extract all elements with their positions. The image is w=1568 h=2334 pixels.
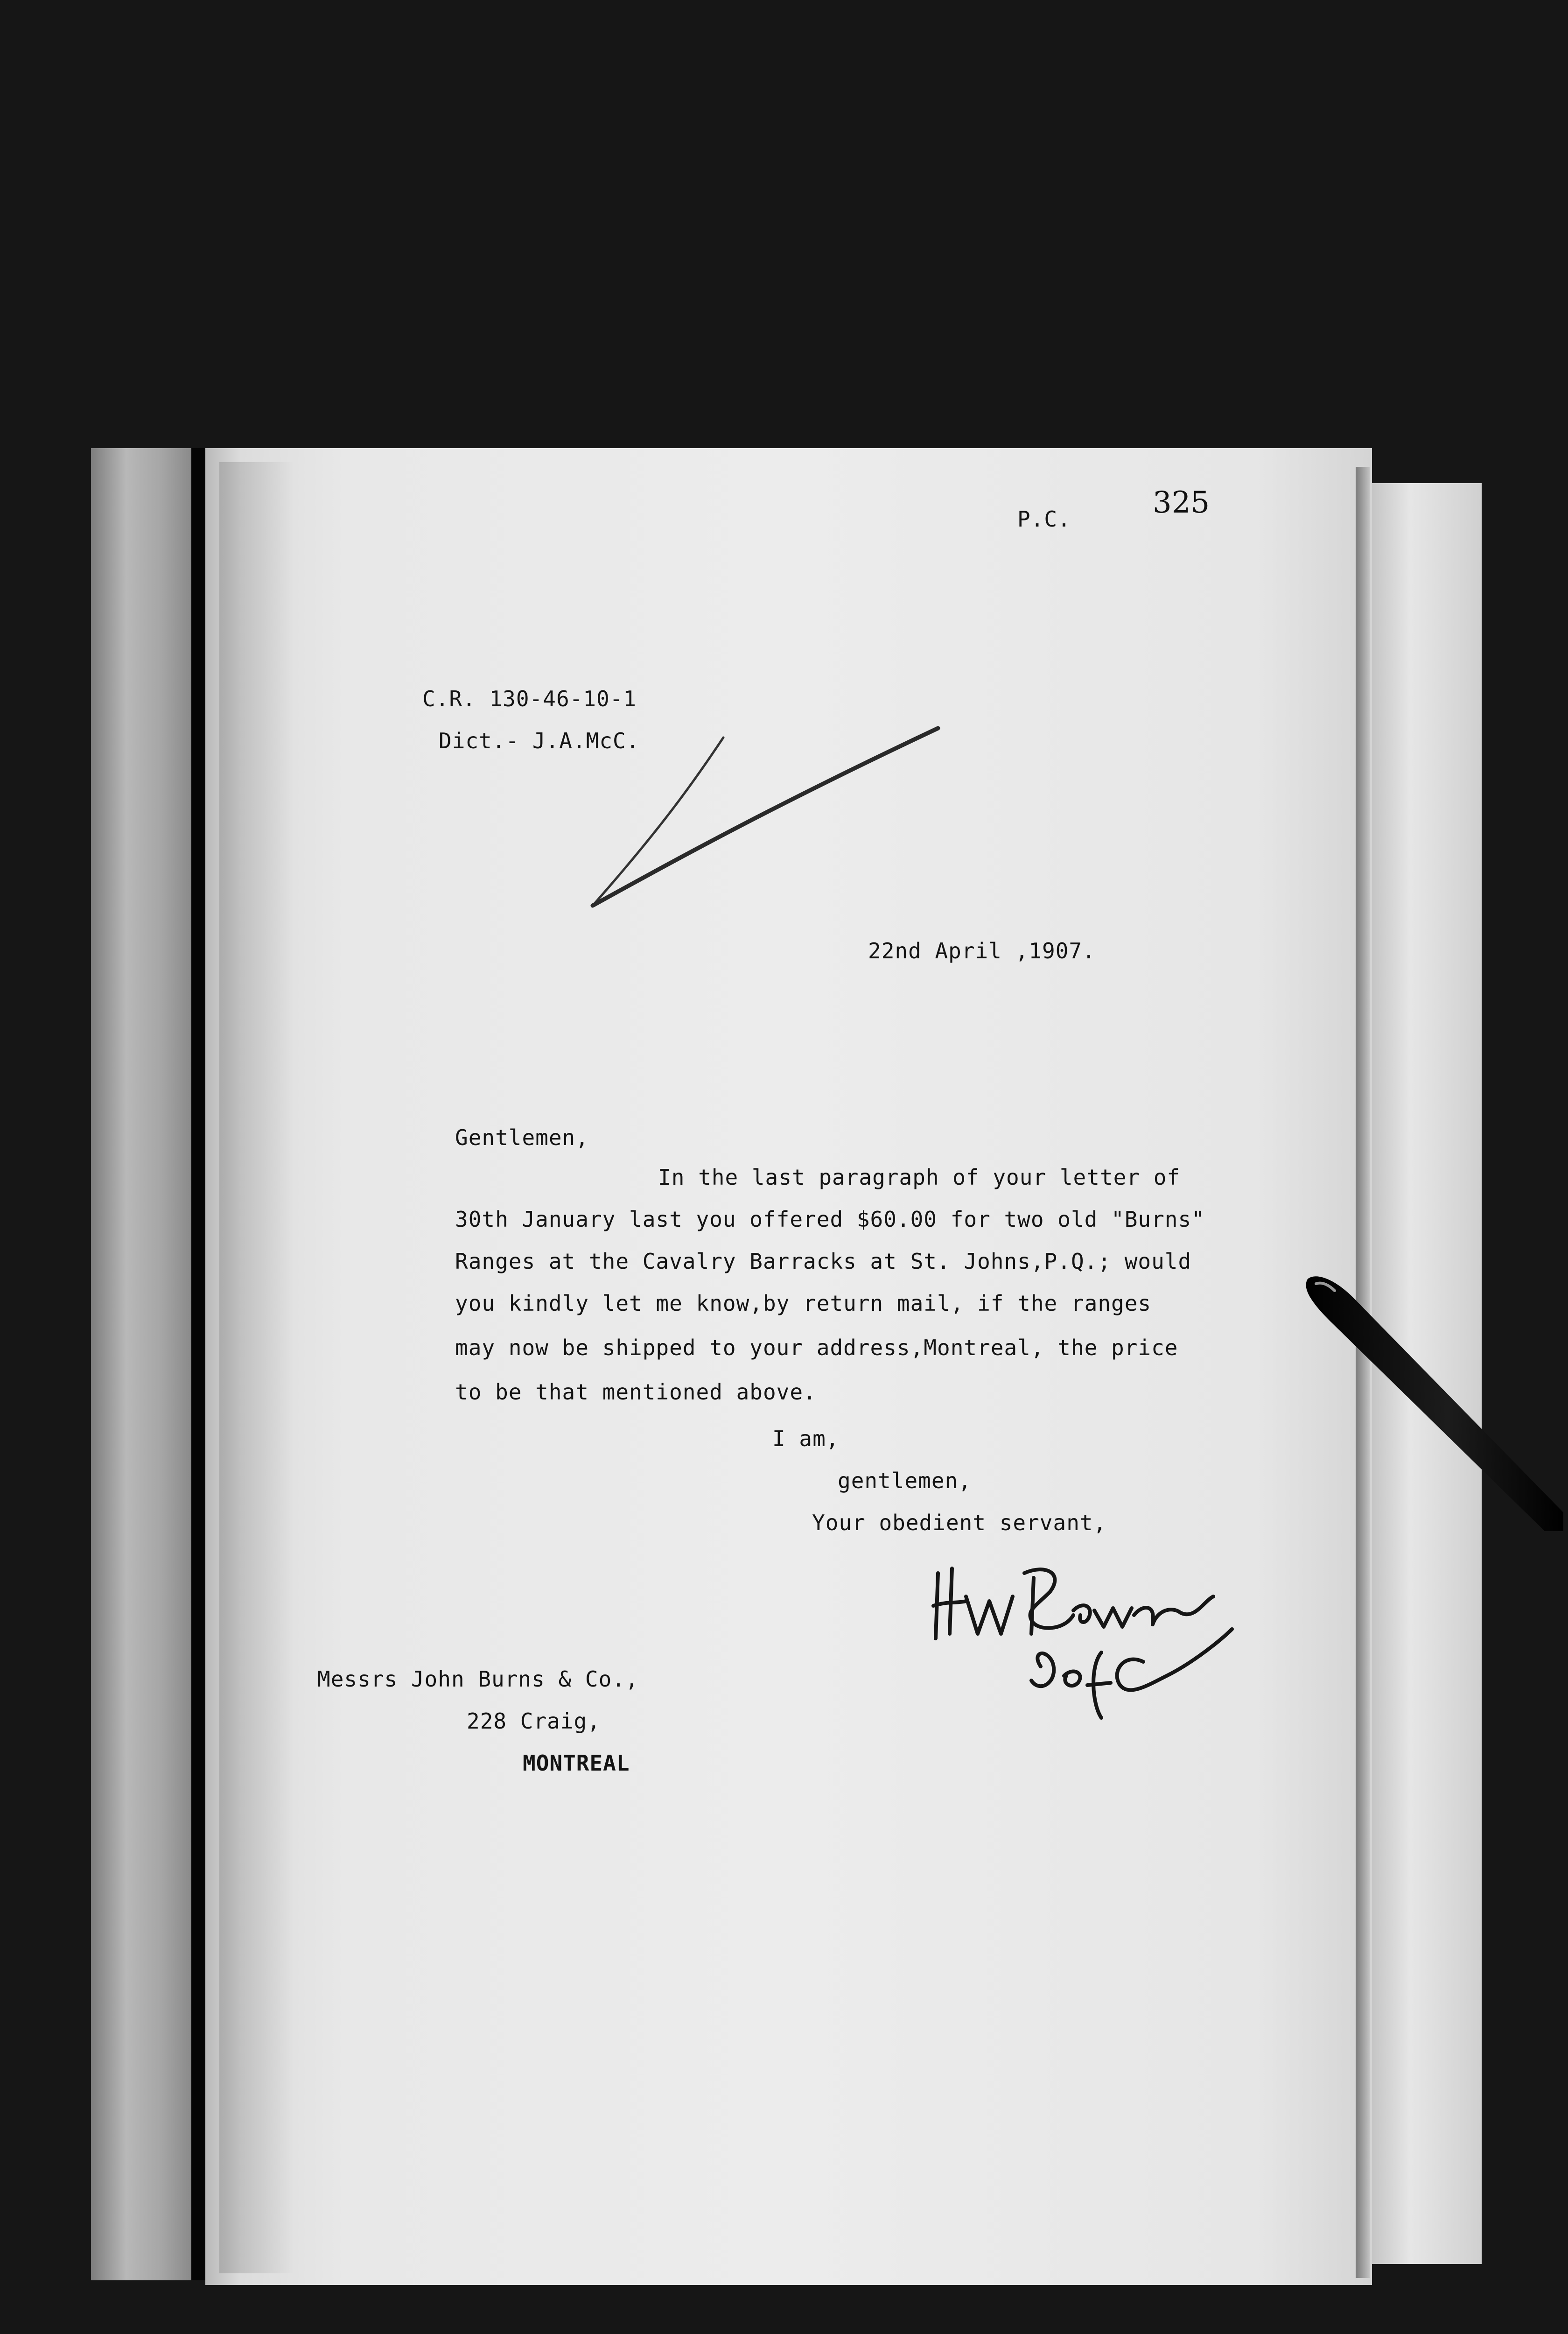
letter-date: 22nd April ,1907. [868, 938, 1096, 963]
closing-line: Your obedient servant, [812, 1510, 1107, 1535]
recipient-line: 228 Craig, [467, 1708, 601, 1734]
page-inner-shadow [219, 462, 294, 2273]
pencil-check-mark [583, 719, 957, 924]
body-line: 30th January last you offered $60.00 for two old "Burns" [455, 1207, 1205, 1232]
page-stamp: P.C. [1017, 506, 1071, 532]
recipient-line: Messrs John Burns & Co., [317, 1666, 639, 1692]
body-line: may now be shipped to your address,Montreal, the price [455, 1335, 1178, 1360]
salutation: Gentlemen, [455, 1125, 589, 1150]
closing-line: I am, [772, 1426, 840, 1451]
pen-object [1302, 1270, 1563, 1531]
page-number: 325 [1153, 485, 1210, 520]
dictation-line: Dict.- J.A.McC. [439, 728, 640, 753]
closing-line: gentlemen, [838, 1468, 972, 1493]
handwritten-signature [924, 1545, 1241, 1732]
body-line: In the last paragraph of your letter of [658, 1165, 1181, 1190]
file-reference: C.R. 130-46-10-1 [422, 686, 637, 711]
body-line: to be that mentioned above. [455, 1379, 817, 1405]
book-left-edge [91, 448, 191, 2280]
body-line: Ranges at the Cavalry Barracks at St. Johns,P.Q.; would [455, 1249, 1192, 1274]
body-line: you kindly let me know,by return mail, if the ranges [455, 1291, 1152, 1316]
recipient-line: MONTREAL [523, 1750, 630, 1776]
